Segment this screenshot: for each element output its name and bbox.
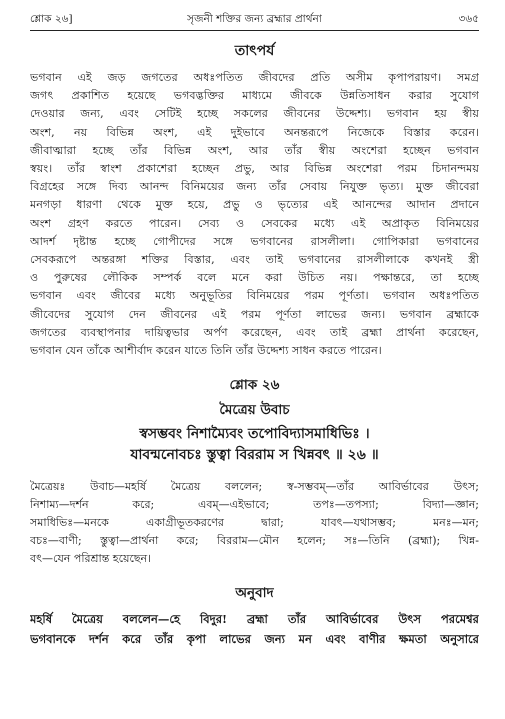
purport-line: স্বয়ং। তাঁর স্বাংশ প্রকাশেরা হচ্ছেন প্রভু, আর বিভিন্ন অংশেরা পরম চিদানন্দময় [30,162,479,176]
verse-line: যাবন্মনোবচঃ স্তুত্বা বিররাম স খিন্নবৎ ॥ ২৬ ॥ [130,447,379,464]
purport-line: সেবকরূপে অন্তরঙ্গা শক্তির বিস্তার, এবং তাই ভগবানের রাসলীলাকে কখনই স্ত্রী [30,253,479,267]
purport-line: আদর্শ দৃষ্টান্ত হচ্ছে গোপীদের সঙ্গে ভগবানের রাসলীলা। গোপিকারা ভগবানের [30,234,479,248]
translation-line: ভগবানকে দর্শন করে তাঁর কৃপা লাভের জন্য মন এবং বাণীর ক্ষমতা অনুসারে [30,632,479,647]
translation-heading: অনুবাদ [235,585,274,602]
verse-line: স্বসম্ভবং নিশাম্যৈবং তপোবিদ্যাসমাধিভিঃ । [139,426,370,443]
purport-line: ভগবান যেন তাঁকে আশীর্বাদ করেন যাতে তিনি তাঁর উদ্দেশ্য সাধন করতে পারেন। [30,344,382,358]
translation-line: মহর্ষি মৈত্রেয় বললেন—হে বিদুর! ব্রহ্মা তাঁর আবির্ভাবের উৎস পরমেশ্বর [30,612,479,627]
purport-line: মনগড়া ধারণা থেকে মুক্ত হয়ে, প্রভু ও ভৃত্যের এই আনন্দের আদান প্রদানে [30,198,479,212]
purport-line: ও পুরুষের লৌকিক সম্পর্ক বলে মনে করা উচিত নয়। পক্ষান্তরে, তা হচ্ছে [30,271,479,285]
verse-title: শ্লোক ২৬ [229,377,280,394]
translation-block [30,609,479,649]
synonyms-line: বৎ—যেন পরিশ্রান্ত হয়েছেন। [30,552,152,566]
synonyms-block [30,478,479,568]
purport-line: জগতের ব্যবস্থাপনার দায়িত্বভার অর্পণ করেছেন, এবং তাই ব্রহ্মা প্রার্থনা করেছেন, [30,325,479,339]
synonyms-line: সমাধিভিঃ—মনকে একাগ্রীভূতকরণের দ্বারা; যাবৎ—যথাসম্ভব; মনঃ—মন; [30,516,479,530]
purport-heading: তাৎপর্য [234,43,275,59]
running-head-verse-ref: শ্লোক ২৬] [30,13,73,25]
synonyms-line: মৈত্রেয়ঃ উবাচ—মহর্ষি মৈত্রেয় বললেন; স্ব-সম্ভবম্—তাঁর আবির্ভাবের উৎস; [30,480,479,494]
page-number: ৩৬৫ [458,13,479,25]
header-rule [30,30,479,31]
purport-line: ভগবান এবং জীবের মধ্যে অনুভূতির বিনিময়ের পরম পূর্ণতা। ভগবান অধঃপতিত [30,289,479,303]
purport-line: ভগবান এই জড় জগতের অধঃপতিত জীবদের প্রতি অসীম কৃপাপরায়ণ। সমগ্র [30,71,479,84]
purport-paragraph [30,69,479,360]
running-head-chapter-title: সৃজনী শক্তির জন্য ব্রহ্মার প্রার্থনা [187,13,322,25]
purport-line: দেওয়ার জন্য, এবং সেটিই হচ্ছে সকলের জীবনের উদ্দেশ্য। ভগবান হয় স্বীয় [30,107,479,121]
purport-line: জীবেদের সুযোগ দেন জীবনের এই পরম পূর্ণতা লাভের জন্য। ভগবান ব্রহ্মাকে [30,307,479,321]
purport-line: জীবাত্মারা হচ্ছে তাঁর বিভিন্ন অংশ, আর তাঁর স্বীয় অংশেরা হচ্ছেন ভগবান [30,143,479,157]
purport-line: জগৎ প্রকাশিত হয়েছে ভগবদ্ভক্তির মাধ্যমে জীবকে উন্নতিসাধন করার সুযোগ [30,89,479,103]
purport-line: অংশ, নয় বিভিন্ন অংশ, এই দুইভাবে অনন্তরূপে নিজেকে বিস্তার করেন। [30,125,479,139]
purport-line: অংশ গ্রহণ করতে পারেন। সেব্য ও সেবকের মধ্যে এই অপ্রাকৃত বিনিময়ের [30,216,479,230]
running-head [30,8,479,28]
verse-speaker: মৈত্রেয় উবাচ [219,402,290,419]
synonyms-line: বচঃ—বাণী; স্তুত্বা—প্রার্থনা করে; বিররাম—মৌন হলেন; সঃ—তিনি (ব্রহ্মা); খিন্ন- [30,534,479,548]
purport-line: বিগ্রহের সঙ্গে দিব্য আনন্দ বিনিময়ের জন্য তাঁর সেবায় নিযুক্ত ভৃত্য। মুক্ত জীবেরা [30,180,479,194]
synonyms-line: নিশাম্য—দর্শন করে; এবম্—এইভাবে; তপঃ—তপস্যা; বিদ্যা—জ্ঞান; [30,498,479,512]
